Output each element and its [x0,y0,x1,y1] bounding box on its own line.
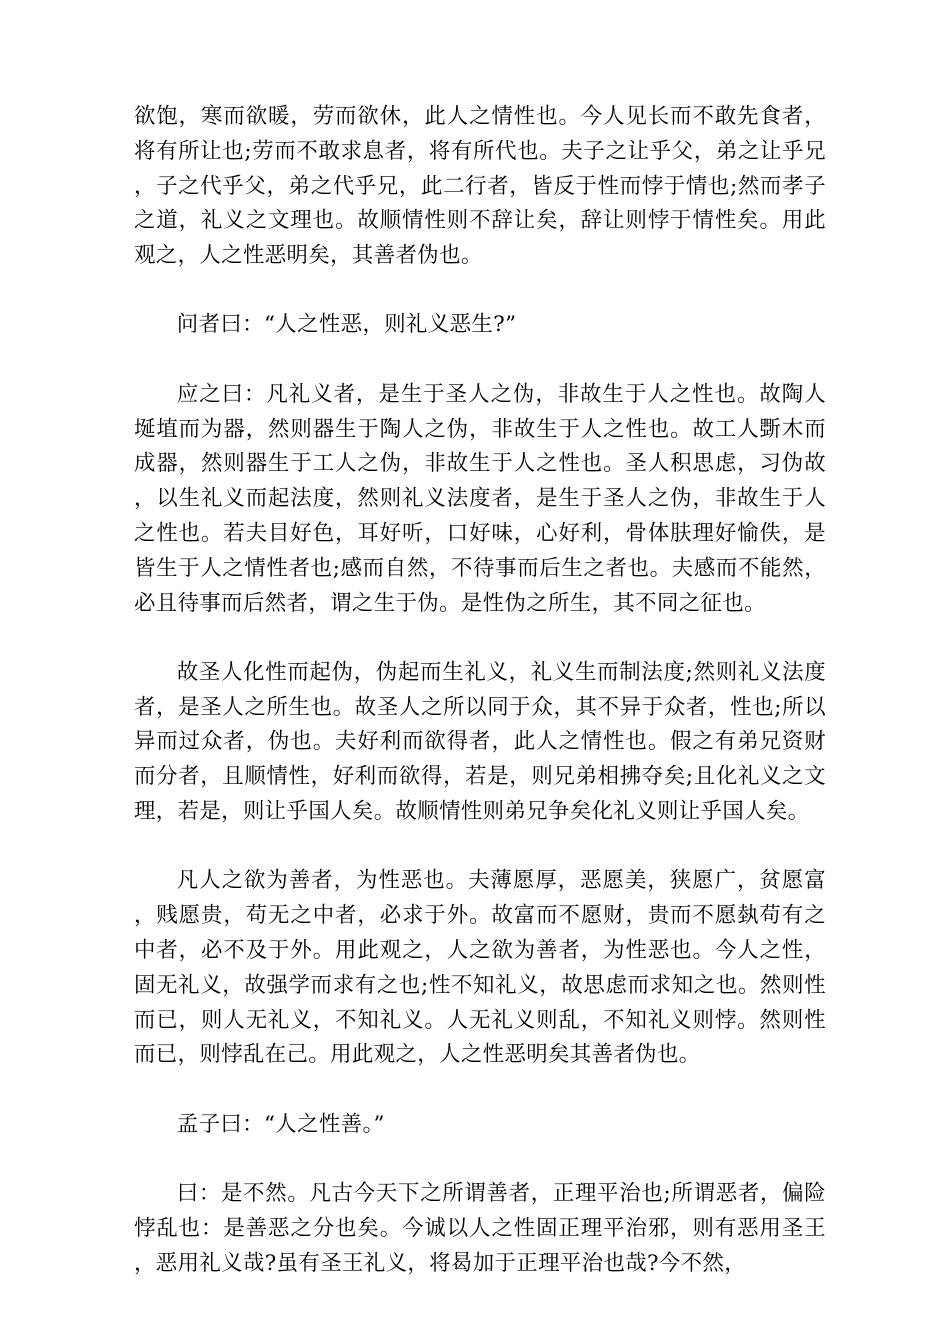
paragraph-2: 问者曰：“人之性恶，则礼义恶生?” [176,312,517,338]
paragraph-1: 欲饱，寒而欲暖，劳而欲休，此人之情性也。今人见长而不敢先食者，将有所让也;劳而不敢求息者，将有所代也。夫子之让乎父，弟之让乎兄，子之代乎父，弟之代乎兄，此二行者，皆反于性而悖于情也;然而孝子之道，礼义之文理也。故顺情性则不辞让矣，辞让则悖于情性矣。用此观之，人之性恶明矣，其善者伪也。 [134,104,826,269]
paragraph-4: 故圣人化性而起伪，伪起而生礼义，礼义生而制法度;然则礼义法度者，是圣人之所生也。故圣人之所以同于众，其不异于众者，性也;所以异而过众者，伪也。夫好利而欲得者，此人之情性也。假之有弟兄资财而分者，且顺情性，好利而欲得，若是，则兄弟相拂夺矣;且化礼义之文理，若是，则让乎国人矣。故顺情性则弟兄争矣化礼义则让乎国人矣。 [134,659,826,825]
paragraph-5: 凡人之欲为善者，为性恶也。夫薄愿厚，恶愿美，狭愿广，贫愿富，贱愿贵，苟无之中者，必求于外。故富而不愿财，贵而不愿埶苟有之中者，必不及于外。用此观之，人之欲为善者，为性恶也。今人之性，固无礼义，故强学而求有之也;性不知礼义，故思虑而求知之也。然则性而已，则人无礼义，不知礼义。人无礼义则乱，不知礼义则悖。然则性而已，则悖乱在己。用此观之，人之性恶明矣其善者伪也。 [134,868,826,1068]
paragraph-6: 孟子曰：“人之性善。” [176,1111,385,1137]
paragraph-7: 曰：是不然。凡古今天下之所谓善者，正理平治也;所谓恶者，偏险悖乱也：是善恶之分也矣。今诚以人之性固正理平治邪，则有恶用圣王，恶用礼义哉?虽有圣王礼义，将曷加于正理平治也哉?今不然， [134,1180,826,1276]
paragraph-3: 应之曰：凡礼义者，是生于圣人之伪，非故生于人之性也。故陶人埏埴而为器，然则器生于陶人之伪，非故生于人之性也。故工人斲木而成器，然则器生于工人之伪，非故生于人之性也。圣人积思虑，习伪故，以生礼义而起法度，然则礼义法度者，是生于圣人之伪，非故生于人之性也。若夫目好色，耳好听，口好味，心好利，骨体肤理好愉佚，是皆生于人之情性者也;感而自然，不待事而后生之者也。夫感而不能然，必且待事而后然者，谓之生于伪。是性伪之所生，其不同之征也。 [134,381,826,616]
document-body [134,100,826,1281]
